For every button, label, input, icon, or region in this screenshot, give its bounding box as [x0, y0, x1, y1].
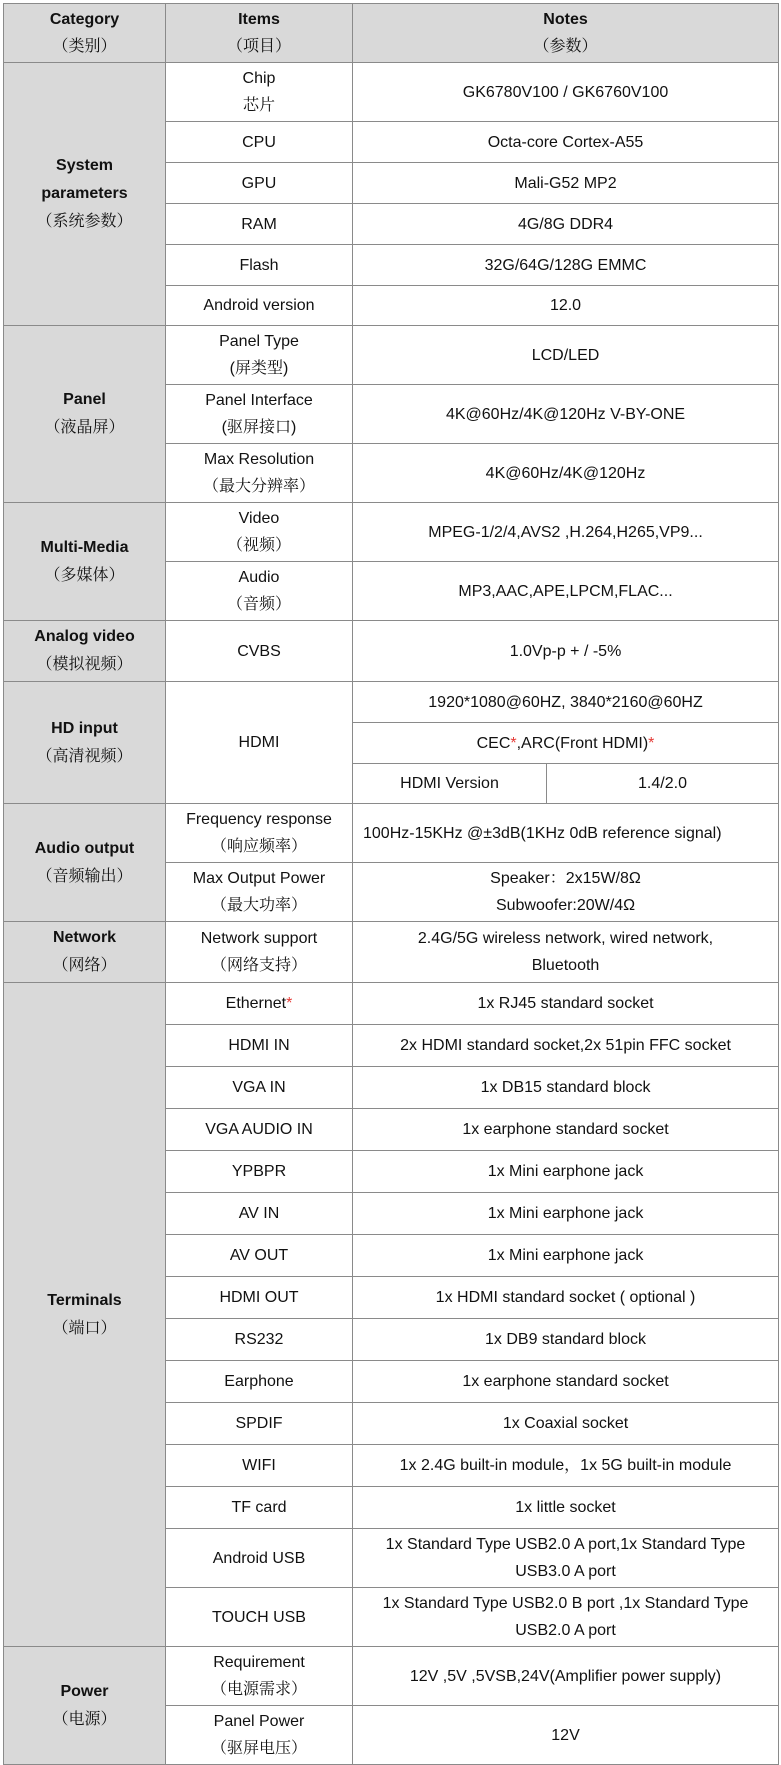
- hdmi-version-label: HDMI Version: [353, 764, 547, 804]
- item-cell: GPU: [166, 163, 353, 204]
- item-cell: TF card: [166, 1487, 353, 1529]
- note-cell: 4K@60Hz/4K@120Hz V-BY-ONE: [353, 385, 779, 444]
- item-cell: Panel Interface (驱屏接口): [166, 385, 353, 444]
- note-cell: 100Hz-15KHz @±3dB(1KHz 0dB reference signal): [353, 804, 779, 863]
- note-cell: 12.0: [353, 286, 779, 326]
- note-cell: 2x HDMI standard socket,2x 51pin FFC socket: [353, 1025, 779, 1067]
- item-cell: VGA IN: [166, 1067, 353, 1109]
- item-cell: Flash: [166, 245, 353, 286]
- note-cell: 1x 2.4G built-in module，1x 5G built-in module: [353, 1445, 779, 1487]
- category-panel: Panel （液晶屏）: [4, 326, 166, 503]
- note-cell: Mali-G52 MP2: [353, 163, 779, 204]
- note-cell: 1x DB15 standard block: [353, 1067, 779, 1109]
- item-cell: Requirement （电源需求）: [166, 1647, 353, 1706]
- item-cell: SPDIF: [166, 1403, 353, 1445]
- table-row: [4, 983, 779, 1025]
- category-terminals: Terminals （端口）: [4, 983, 166, 1647]
- header-notes: Notes （参数）: [353, 4, 779, 63]
- note-cell: Octa-core Cortex-A55: [353, 122, 779, 163]
- note-cell: 12V: [353, 1706, 779, 1765]
- note-cell: MPEG-1/2/4,AVS2 ,H.264,H265,VP9...: [353, 503, 779, 562]
- required-star: *: [286, 995, 293, 1012]
- note-cell: 32G/64G/128G EMMC: [353, 245, 779, 286]
- note-cell: 1x Mini earphone jack: [353, 1151, 779, 1193]
- category-analog-video: Analog video （模拟视频）: [4, 621, 166, 682]
- item-cell: VGA AUDIO IN: [166, 1109, 353, 1151]
- item-cell: AV OUT: [166, 1235, 353, 1277]
- note-cell: 1.0Vp-p + / -5%: [353, 621, 779, 682]
- note-cell: 12V ,5V ,5VSB,24V(Amplifier power supply): [353, 1647, 779, 1706]
- table-row: [4, 503, 779, 562]
- note-cell: GK6780V100 / GK6760V100: [353, 63, 779, 122]
- category-audio-output: Audio output （音频输出）: [4, 804, 166, 922]
- note-cell: 1x little socket: [353, 1487, 779, 1529]
- note-cell: 1x earphone standard socket: [353, 1109, 779, 1151]
- note-cell: 1x Standard Type USB2.0 A port,1x Standard Type USB3.0 A port: [353, 1529, 779, 1588]
- note-cell: 1x Standard Type USB2.0 B port ,1x Standard Type USB2.0 A port: [353, 1588, 779, 1647]
- table-row: [4, 63, 779, 122]
- note-cell: 1x Coaxial socket: [353, 1403, 779, 1445]
- note-cell: 1x Mini earphone jack: [353, 1235, 779, 1277]
- header-row: [4, 4, 779, 63]
- note-cell: 1x earphone standard socket: [353, 1361, 779, 1403]
- note-cell: Speaker：2x15W/8Ω Subwoofer:20W/4Ω: [353, 863, 779, 922]
- item-cell: AV IN: [166, 1193, 353, 1235]
- item-cell: YPBPR: [166, 1151, 353, 1193]
- table-row: [4, 922, 779, 983]
- item-cell: Ethernet*: [166, 983, 353, 1025]
- item-cell: Panel Type (屏类型): [166, 326, 353, 385]
- note-cell: 2.4G/5G wireless network, wired network, Bluetooth: [353, 922, 779, 983]
- item-cell: Android version: [166, 286, 353, 326]
- hdmi-version-value: 1.4/2.0: [547, 764, 779, 804]
- required-star: *: [648, 734, 655, 752]
- item-cell: WIFI: [166, 1445, 353, 1487]
- item-cell: Max Resolution （最大分辨率）: [166, 444, 353, 503]
- table-row: [4, 621, 779, 682]
- item-cell: Chip 芯片: [166, 63, 353, 122]
- note-cell: CEC*,ARC(Front HDMI)*: [353, 723, 779, 764]
- item-cell: Android USB: [166, 1529, 353, 1588]
- note-cell: 1x RJ45 standard socket: [353, 983, 779, 1025]
- note-cell: 1x Mini earphone jack: [353, 1193, 779, 1235]
- required-star: *: [510, 734, 517, 752]
- category-system: System parameters （系统参数）: [4, 63, 166, 326]
- table-row: [4, 804, 779, 863]
- table-row: [4, 1647, 779, 1706]
- note-cell: LCD/LED: [353, 326, 779, 385]
- item-cell: RS232: [166, 1319, 353, 1361]
- spec-table: [3, 3, 779, 1765]
- category-hd-input: HD input （高清视频）: [4, 682, 166, 804]
- table-row: [4, 326, 779, 385]
- item-cell: TOUCH USB: [166, 1588, 353, 1647]
- note-cell: MP3,AAC,APE,LPCM,FLAC...: [353, 562, 779, 621]
- item-cell: Panel Power （驱屏电压）: [166, 1706, 353, 1765]
- table-row: [4, 682, 779, 723]
- item-cell: Video （视频）: [166, 503, 353, 562]
- item-cell: Audio （音频）: [166, 562, 353, 621]
- item-cell: Frequency response （响应频率）: [166, 804, 353, 863]
- item-cell: HDMI OUT: [166, 1277, 353, 1319]
- header-items: Items （项目）: [166, 4, 353, 63]
- note-cell: 4K@60Hz/4K@120Hz: [353, 444, 779, 503]
- item-cell: Earphone: [166, 1361, 353, 1403]
- item-cell: Network support （网络支持）: [166, 922, 353, 983]
- item-cell: Max Output Power （最大功率）: [166, 863, 353, 922]
- note-cell: 1920*1080@60HZ, 3840*2160@60HZ: [353, 682, 779, 723]
- item-cell: CVBS: [166, 621, 353, 682]
- category-network: Network （网络）: [4, 922, 166, 983]
- note-cell: 1x HDMI standard socket ( optional ): [353, 1277, 779, 1319]
- header-category: Category （类别）: [4, 4, 166, 63]
- item-cell: RAM: [166, 204, 353, 245]
- note-cell: 4G/8G DDR4: [353, 204, 779, 245]
- item-cell: HDMI: [166, 682, 353, 804]
- category-power: Power （电源）: [4, 1647, 166, 1765]
- category-multimedia: Multi-Media （多媒体）: [4, 503, 166, 621]
- item-cell: CPU: [166, 122, 353, 163]
- item-cell: HDMI IN: [166, 1025, 353, 1067]
- note-cell: 1x DB9 standard block: [353, 1319, 779, 1361]
